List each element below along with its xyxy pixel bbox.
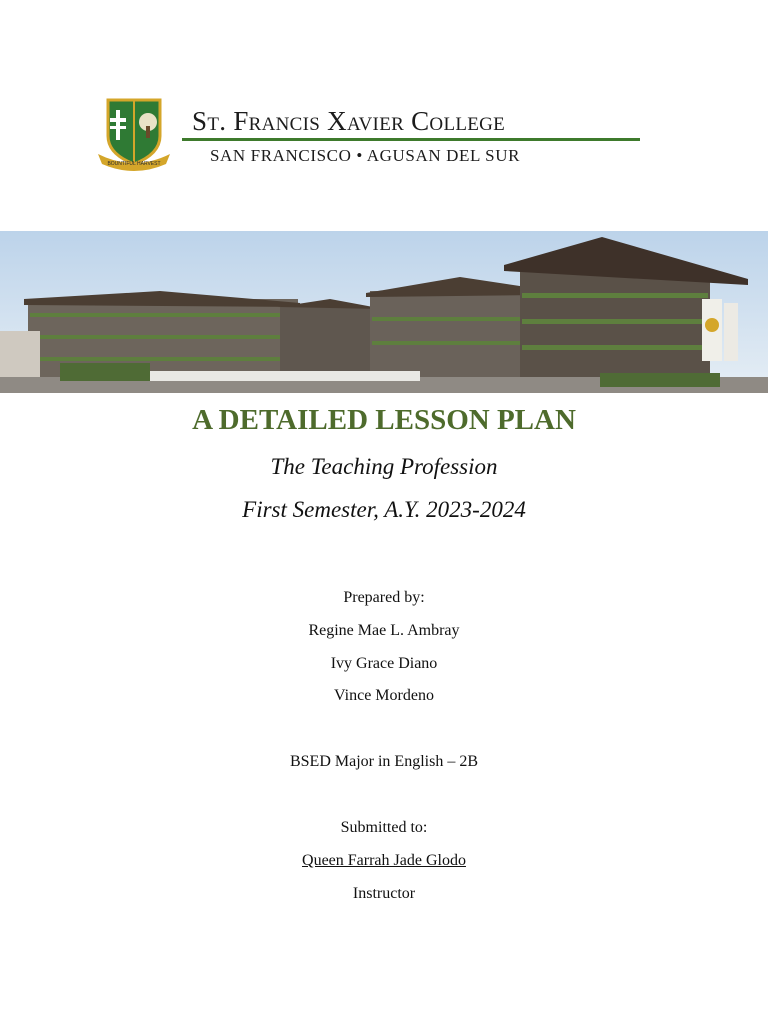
course-name: The Teaching Profession [270,454,498,479]
college-crest-icon [94,92,174,172]
preparer-name: Ivy Grace Diano [330,655,438,672]
crest-motto: BOUNTIFUL HARVEST [107,161,161,167]
preparer-name: Regine Mae L. Ambray [308,622,460,639]
instructor-role: Instructor [352,885,416,902]
prepared-by-label: Prepared by: [343,589,425,606]
college-header [94,92,654,176]
document-title: A DETAILED LESSON PLAN [192,404,576,436]
instructor-name-row [0,852,768,870]
academic-term: First Semester, A.Y. 2023-2024 [242,497,526,522]
campus-building-photo [0,231,768,393]
header-divider [182,138,640,141]
program-section: BSED Major in English – 2B [289,753,478,770]
college-location: SAN FRANCISCO • AGUSAN DEL SUR [210,146,521,165]
submitted-to-label: Submitted to: [340,819,428,836]
instructor-name: Queen Farrah Jade Glodo [302,852,466,869]
college-name: St. Francis Xavier College [192,106,506,136]
preparer-name: Vince Mordeno [334,687,434,704]
